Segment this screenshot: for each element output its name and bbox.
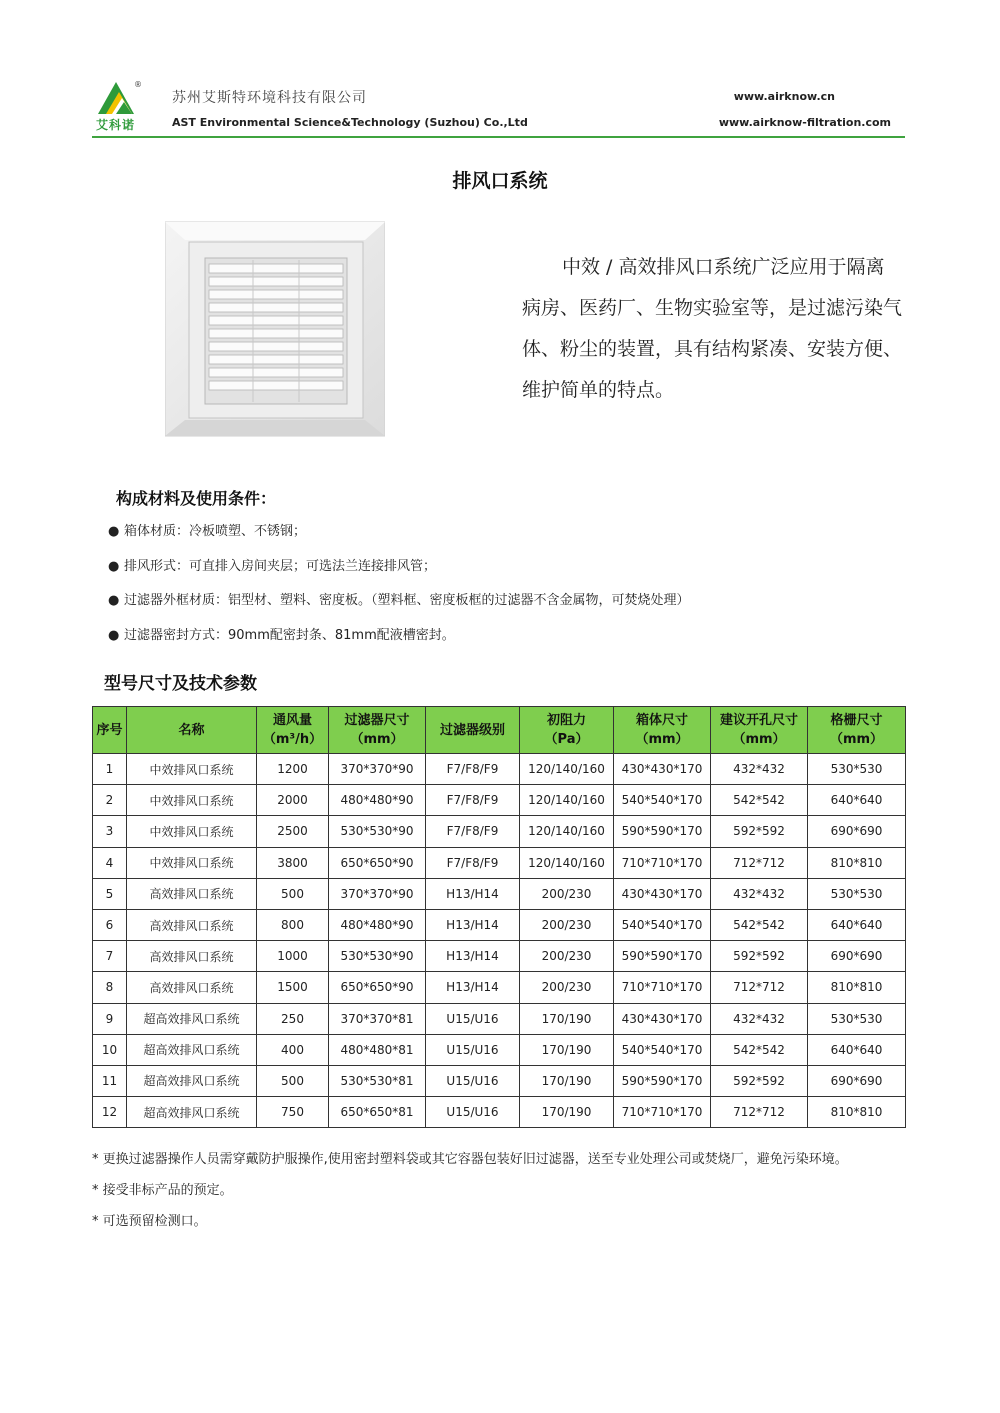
table-cell: 超高效排风口系统	[127, 1003, 257, 1034]
table-cell: 1500	[257, 972, 329, 1003]
spec-heading: 型号尺寸及技术参数	[104, 674, 257, 694]
table-cell: 592*592	[711, 941, 808, 972]
registered-mark: ®	[134, 80, 142, 89]
column-header-text: 建议开孔尺寸	[719, 713, 798, 728]
table-cell: U15/U16	[426, 1065, 520, 1096]
table-cell: 650*650*90	[329, 972, 426, 1003]
table-cell: 120/140/160	[520, 816, 614, 847]
column-header	[257, 707, 329, 754]
column-header	[127, 707, 257, 754]
table-cell: 7	[93, 941, 127, 972]
table-cell: 9	[93, 1003, 127, 1034]
table-cell: 500	[257, 1065, 329, 1096]
table-cell: 592*592	[711, 816, 808, 847]
table-cell: 712*712	[711, 847, 808, 878]
list-item	[108, 557, 690, 592]
table-cell: 高效排风口系统	[127, 941, 257, 972]
table-cell: F7/F8/F9	[426, 754, 520, 785]
table-row	[93, 754, 906, 785]
note-item: * 接受非标产品的预定。	[92, 1183, 233, 1198]
table-cell: 540*540*170	[614, 909, 711, 940]
table-cell: 370*370*90	[329, 754, 426, 785]
table-cell: 712*712	[711, 1097, 808, 1128]
table-cell: 590*590*170	[614, 941, 711, 972]
list-item-text: 过滤器外框材质：铝型材、塑料、密度板。（塑料框、密度板框的过滤器不含金属物，可焚烧处理）	[124, 593, 690, 608]
intro-text: 中效 / 高效排风口系统广泛应用于隔离病房、医药厂、生物实验室等，是过滤污染气体、粉尘的装置，具有结构紧凑、安装方便、维护简单的特点。	[522, 256, 903, 401]
table-cell: 2	[93, 785, 127, 816]
notes-list	[92, 1150, 848, 1243]
list-item	[108, 591, 690, 626]
table-cell: F7/F8/F9	[426, 816, 520, 847]
table-row	[93, 1034, 906, 1065]
page-title: 排风口系统	[452, 170, 548, 192]
table-cell: 530*530*90	[329, 941, 426, 972]
column-header-text: 初阻力	[546, 713, 586, 728]
column-header-text: （mm）	[350, 732, 404, 747]
bullet: ●	[108, 593, 120, 608]
column-header-text: （Pa）	[544, 732, 589, 747]
table-cell: 430*430*170	[614, 878, 711, 909]
table-row	[93, 878, 906, 909]
table-cell: 3	[93, 816, 127, 847]
table-cell: 3800	[257, 847, 329, 878]
table-cell: 542*542	[711, 1034, 808, 1065]
table-cell: 480*480*90	[329, 909, 426, 940]
table-cell: 8	[93, 972, 127, 1003]
bullet: ●	[108, 524, 120, 539]
column-header-text: 过滤器级别	[439, 722, 505, 738]
table-row	[93, 847, 906, 878]
materials-list	[108, 522, 690, 660]
table-cell: U15/U16	[426, 1034, 520, 1065]
table-cell: 中效排风口系统	[127, 754, 257, 785]
table-cell: H13/H14	[426, 878, 520, 909]
table-cell: 200/230	[520, 972, 614, 1003]
exhaust-grille-image	[165, 220, 385, 438]
table-cell: 800	[257, 909, 329, 940]
table-cell: 530*530	[808, 878, 906, 909]
table-cell: 530*530*81	[329, 1065, 426, 1096]
column-header-text: 过滤器尺寸	[344, 713, 410, 728]
spec-table-header	[93, 707, 906, 754]
list-item-text: 排风形式：可直排入房间夹层；可选法兰连接排风管；	[124, 558, 437, 574]
table-cell: 640*640	[808, 1034, 906, 1065]
table-cell: 432*432	[711, 1003, 808, 1034]
spec-table-body	[93, 754, 906, 1128]
table-cell: 480*480*90	[329, 785, 426, 816]
table-cell: 432*432	[711, 754, 808, 785]
table-cell: 810*810	[808, 1097, 906, 1128]
table-row	[93, 785, 906, 816]
table-row	[93, 941, 906, 972]
table-cell: 640*640	[808, 909, 906, 940]
note-item: * 更换过滤器操作人员需穿戴防护服操作,使用密封塑料袋或其它容器包装好旧过滤器，送至专业处理公司或焚烧厂，避免污染环境。	[92, 1152, 848, 1167]
table-cell: F7/F8/F9	[426, 847, 520, 878]
table-row	[93, 1097, 906, 1128]
table-cell: 690*690	[808, 816, 906, 847]
page-header	[92, 78, 905, 136]
table-cell: 120/140/160	[520, 785, 614, 816]
website-link-2[interactable]: www.airknow-filtration.com	[718, 116, 891, 129]
table-cell: 120/140/160	[520, 754, 614, 785]
bullet: ●	[108, 627, 120, 643]
table-cell: 592*592	[711, 1065, 808, 1096]
table-cell: 4	[93, 847, 127, 878]
table-cell: 12	[93, 1097, 127, 1128]
column-header-text: 格栅尺寸	[830, 713, 883, 728]
table-cell: H13/H14	[426, 909, 520, 940]
note-item: * 可选预留检测口。	[92, 1214, 207, 1229]
table-cell: 542*542	[711, 909, 808, 940]
table-header-row	[93, 707, 906, 754]
header-divider	[92, 136, 905, 138]
table-cell: 5	[93, 878, 127, 909]
table-cell: 170/190	[520, 1003, 614, 1034]
table-cell: 200/230	[520, 878, 614, 909]
table-cell: 200/230	[520, 909, 614, 940]
column-header	[614, 707, 711, 754]
table-cell: 530*530	[808, 754, 906, 785]
table-cell: 高效排风口系统	[127, 909, 257, 940]
column-header	[329, 707, 426, 754]
materials-heading: 构成材料及使用条件：	[116, 489, 277, 508]
table-cell: 750	[257, 1097, 329, 1128]
table-cell: 2500	[257, 816, 329, 847]
table-cell: 250	[257, 1003, 329, 1034]
table-cell: 200/230	[520, 941, 614, 972]
table-cell: 高效排风口系统	[127, 878, 257, 909]
table-cell: 710*710*170	[614, 972, 711, 1003]
table-cell: 中效排风口系统	[127, 816, 257, 847]
table-cell: 430*430*170	[614, 754, 711, 785]
column-header-text: 通风量	[272, 713, 312, 728]
table-cell: 480*480*81	[329, 1034, 426, 1065]
table-cell: 370*370*90	[329, 878, 426, 909]
table-cell: 650*650*90	[329, 847, 426, 878]
table-cell: 1200	[257, 754, 329, 785]
column-header-text: 箱体尺寸	[635, 713, 688, 728]
table-cell: 530*530	[808, 1003, 906, 1034]
table-cell: U15/U16	[426, 1097, 520, 1128]
table-cell: 500	[257, 878, 329, 909]
table-cell: 590*590*170	[614, 1065, 711, 1096]
column-header	[520, 707, 614, 754]
column-header-text: （m³/h）	[262, 732, 323, 747]
website-link-1[interactable]: www.airknow.cn	[733, 90, 835, 103]
table-cell: 中效排风口系统	[127, 785, 257, 816]
column-header-text: 序号	[96, 722, 123, 738]
table-cell: 1	[93, 754, 127, 785]
table-cell: 542*542	[711, 785, 808, 816]
logo-text: 艾科诺	[96, 118, 136, 132]
company-name-en: AST Environmental Science&Technology (Suzhou) Co.,Ltd	[172, 116, 528, 129]
table-cell: 690*690	[808, 941, 906, 972]
table-cell: 810*810	[808, 972, 906, 1003]
table-cell: 640*640	[808, 785, 906, 816]
table-row	[93, 1003, 906, 1034]
table-cell: 712*712	[711, 972, 808, 1003]
table-cell: 1000	[257, 941, 329, 972]
table-cell: 170/190	[520, 1034, 614, 1065]
table-cell: 超高效排风口系统	[127, 1034, 257, 1065]
column-header-text: （mm）	[829, 732, 884, 747]
table-cell: 2000	[257, 785, 329, 816]
table-cell: 540*540*170	[614, 1034, 711, 1065]
table-cell: 710*710*170	[614, 847, 711, 878]
table-cell: 650*650*81	[329, 1097, 426, 1128]
column-header	[808, 707, 906, 754]
table-row	[93, 972, 906, 1003]
list-item-text: 箱体材质：冷板喷塑、不锈钢；	[124, 524, 307, 539]
list-item	[108, 626, 690, 661]
company-name-cn: 苏州艾斯特环境科技有限公司	[172, 90, 367, 106]
table-cell: F7/F8/F9	[426, 785, 520, 816]
table-cell: 170/190	[520, 1097, 614, 1128]
column-header	[93, 707, 127, 754]
list-item	[108, 522, 690, 557]
table-cell: 400	[257, 1034, 329, 1065]
table-row	[93, 1065, 906, 1096]
table-cell: 690*690	[808, 1065, 906, 1096]
intro-paragraph	[522, 247, 902, 411]
table-cell: 370*370*81	[329, 1003, 426, 1034]
column-header-text: 名称	[178, 722, 205, 738]
table-cell: 11	[93, 1065, 127, 1096]
table-cell: 10	[93, 1034, 127, 1065]
column-header	[426, 707, 520, 754]
column-header	[711, 707, 808, 754]
column-header-text: （mm）	[732, 732, 786, 747]
table-cell: 432*432	[711, 878, 808, 909]
table-cell: 540*540*170	[614, 785, 711, 816]
table-cell: H13/H14	[426, 972, 520, 1003]
table-cell: 810*810	[808, 847, 906, 878]
table-cell: 高效排风口系统	[127, 972, 257, 1003]
table-cell: 710*710*170	[614, 1097, 711, 1128]
column-header-text: （mm）	[635, 732, 689, 747]
table-cell: 170/190	[520, 1065, 614, 1096]
table-row	[93, 909, 906, 940]
table-cell: 120/140/160	[520, 847, 614, 878]
table-cell: 6	[93, 909, 127, 940]
spec-table	[92, 706, 906, 1128]
table-cell: U15/U16	[426, 1003, 520, 1034]
bullet: ●	[108, 558, 120, 574]
table-cell: 中效排风口系统	[127, 847, 257, 878]
table-cell: 超高效排风口系统	[127, 1065, 257, 1096]
list-item-text: 过滤器密封方式：90mm配密封条、81mm配液槽密封。	[124, 627, 455, 643]
table-cell: 530*530*90	[329, 816, 426, 847]
table-row	[93, 816, 906, 847]
table-cell: 590*590*170	[614, 816, 711, 847]
table-cell: 超高效排风口系统	[127, 1097, 257, 1128]
table-cell: H13/H14	[426, 941, 520, 972]
table-cell: 430*430*170	[614, 1003, 711, 1034]
